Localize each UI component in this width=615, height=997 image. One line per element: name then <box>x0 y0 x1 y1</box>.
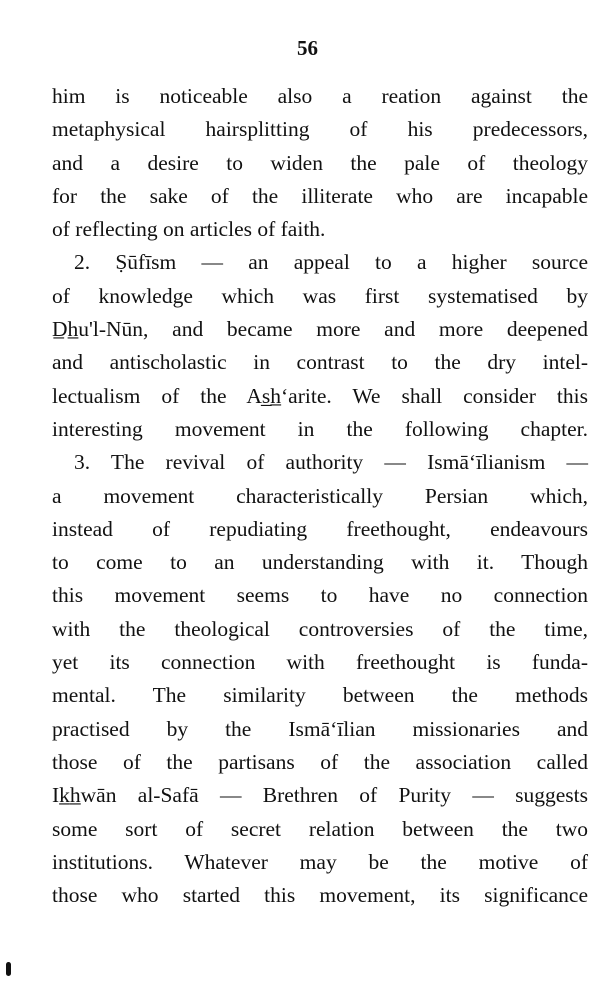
text-line: lectualism of the As̲h̲ʻarite. We shall consider this <box>52 383 588 408</box>
text-line: practised by the Ismāʻīlian missionaries and <box>52 716 588 741</box>
text-line: metaphysical hairsplitting of his predecessors, <box>52 117 588 142</box>
text-line: of knowledge which was first systematised by <box>52 283 588 308</box>
text-line: some sort of secret relation between the two <box>52 816 588 841</box>
text-line: of reflecting on articles of faith. <box>52 217 326 242</box>
text-line: yet its connection with freethought is funda- <box>52 650 588 675</box>
text-line: 3. The revival of authority — Ismāʻīlianism — <box>74 450 588 475</box>
text-line: to come to an understanding with it. Though <box>52 550 588 575</box>
scan-artifact-mark <box>6 962 11 976</box>
text-line: and antischolastic in contrast to the dry intel- <box>52 350 588 375</box>
text-line: those of the partisans of the association called <box>52 749 588 774</box>
body-text <box>52 80 588 912</box>
page-number: 56 <box>297 36 318 60</box>
text-line: a movement characteristically Persian which, <box>52 483 588 508</box>
text-line: institutions. Whatever may be the motive of <box>52 849 588 874</box>
text-line: and a desire to widen the pale of theology <box>52 150 588 175</box>
text-line: him is noticeable also a reation against the <box>52 84 588 108</box>
text-line: interesting movement in the following chapter. <box>52 416 588 441</box>
text-line: for the sake of the illiterate who are incapable <box>52 183 588 208</box>
text-line: D̲h̲u'l-Nūn, and became more and more deepened <box>52 317 588 342</box>
text-line: instead of repudiating freethought, endeavours <box>52 516 588 541</box>
text-line: Ik̲h̲wān al-Safā — Brethren of Purity — suggests <box>52 783 588 808</box>
text-line: mental. The similarity between the methods <box>52 683 588 708</box>
text-line: those who started this movement, its significance <box>52 883 588 908</box>
text-line: 2. Ṣūfīsm — an appeal to a higher source <box>74 250 588 275</box>
text-line: with the theological controversies of the time, <box>52 616 588 641</box>
text-line: this movement seems to have no connection <box>52 583 588 608</box>
